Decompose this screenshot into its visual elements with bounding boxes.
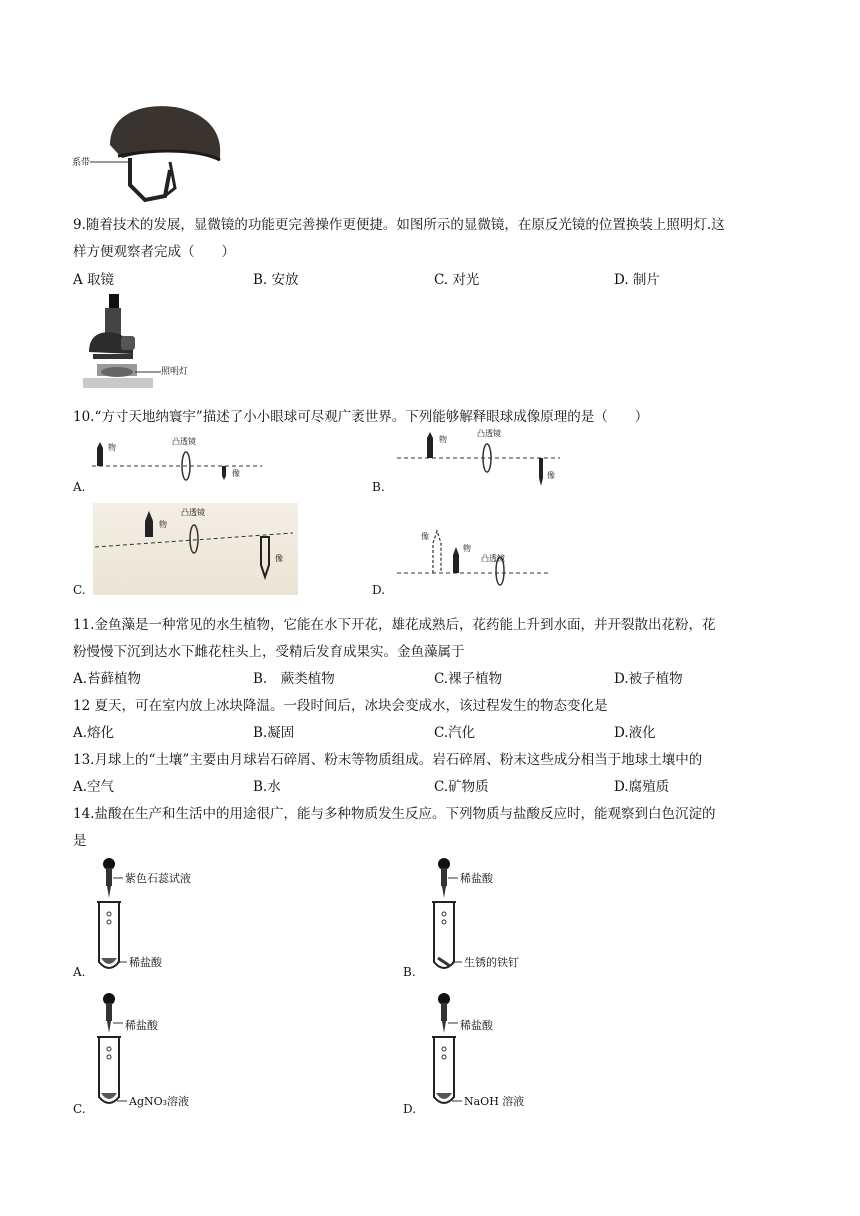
q9-option-d: D. 制片	[614, 272, 660, 288]
q11-option-a: A.苔藓植物	[73, 671, 142, 687]
q13-text: 13.月球上的“土壤”主要由月球岩石碎屑、粉末等物质组成。岩石碎屑、粉末这些成分相当于地球土壤中的	[73, 752, 703, 768]
microscope-figure	[75, 292, 200, 392]
q10-a-lens-label: 凸透镜	[172, 437, 196, 446]
q10-figure-b	[395, 428, 565, 493]
q10-a-object-label: 物	[108, 443, 116, 452]
q14-option-d: D.	[403, 1102, 417, 1116]
q10-figure-c	[93, 503, 298, 595]
q10-b-lens-label: 凸透镜	[477, 429, 501, 438]
q14-option-c: C.	[73, 1102, 86, 1116]
q11-option-d: D.被子植物	[614, 671, 683, 687]
q9-line1: 9.随着技术的发展，显微镜的功能更完善操作更便捷。如图所示的显微镜，在原反光镜的位置换装上照明灯.这	[73, 217, 725, 233]
q12-option-a: A.熔化	[73, 725, 115, 741]
q11-line2: 粉慢慢下沉到达水下雌花柱头上，受精后发育成果实。金鱼藻属于	[73, 644, 465, 660]
q14-a-dropper-label: 紫色石蕊试液	[125, 872, 191, 885]
q10-text: 10.“方寸天地纳寰宇”描述了小小眼球可尽观广袤世界。下列能够解释眼球成像原理的是（ ）	[73, 409, 649, 425]
q10-c-lens-label: 凸透镜	[181, 508, 205, 517]
q10-b-object-label: 物	[439, 435, 447, 444]
helmet-figure	[70, 100, 230, 205]
q14-figure-c	[95, 993, 255, 1113]
q13-option-d: D.腐殖质	[614, 779, 670, 795]
q10-option-c: C.	[73, 583, 86, 597]
q12-option-b: B.凝固	[253, 725, 295, 741]
q14-b-dropper-label: 稀盐酸	[460, 872, 493, 885]
q10-option-a: A.	[73, 480, 86, 494]
q14-c-tube-label: AgNO₃溶液	[129, 1095, 190, 1108]
q9-line2: 样方便观察者完成（ ）	[73, 244, 235, 260]
q10-b-image-label: 像	[547, 471, 555, 480]
q10-c-object-label: 物	[159, 520, 167, 529]
q14-b-tube-label: 生锈的铁钉	[464, 956, 519, 969]
q11-line1: 11.金鱼藻是一种常见的水生植物，它能在水下开花，雄花成熟后，花药能上升到水面，并开裂散出花粉，花	[73, 617, 716, 633]
q12-option-d: D.液化	[614, 725, 656, 741]
q10-a-image-label: 像	[232, 469, 240, 478]
q10-d-image-label: 像	[421, 532, 429, 541]
q11-option-b: B. 蕨类植物	[253, 671, 335, 687]
q10-figure-a	[90, 428, 265, 488]
helmet-label: 系带	[72, 158, 91, 168]
q9-option-a: A 取镜	[73, 272, 115, 288]
lamp-label: 照明灯	[161, 367, 189, 377]
q13-option-a: A.空气	[73, 779, 115, 795]
q12-text: 12 夏天，可在室内放上冰块降温。一段时间后，冰块会变成水，该过程发生的物态变化是	[73, 698, 608, 714]
q10-c-image-label: 像	[275, 554, 283, 563]
q14-option-b: B.	[403, 965, 416, 979]
q9-option-c: C. 对光	[434, 272, 480, 288]
q14-figure-d	[430, 993, 590, 1113]
q10-d-lens-label: 凸透镜	[481, 554, 505, 563]
q14-d-dropper-label: 稀盐酸	[460, 1019, 493, 1032]
q13-option-c: C.矿物质	[434, 779, 489, 795]
q12-option-c: C.汽化	[434, 725, 476, 741]
q10-option-b: B.	[372, 480, 385, 494]
q10-d-object-label: 物	[463, 544, 471, 553]
q14-figure-b	[430, 858, 580, 978]
q14-c-dropper-label: 稀盐酸	[125, 1019, 158, 1032]
q11-option-c: C.裸子植物	[434, 671, 503, 687]
q13-option-b: B.水	[253, 779, 281, 795]
q14-d-tube-label: NaOH 溶液	[464, 1095, 525, 1108]
q14-option-a: A.	[73, 965, 86, 979]
q14-line1: 14.盐酸在生产和生活中的用途很广，能与多种物质发生反应。下列物质与盐酸反应时，能观察到白色沉淀的	[73, 806, 716, 822]
q10-option-d: D.	[372, 583, 386, 597]
q14-figure-a	[95, 858, 245, 978]
q14-a-tube-label: 稀盐酸	[129, 956, 162, 969]
q10-figure-d	[395, 515, 555, 590]
q14-line2: 是	[73, 833, 87, 849]
q9-option-b: B. 安放	[253, 272, 299, 288]
